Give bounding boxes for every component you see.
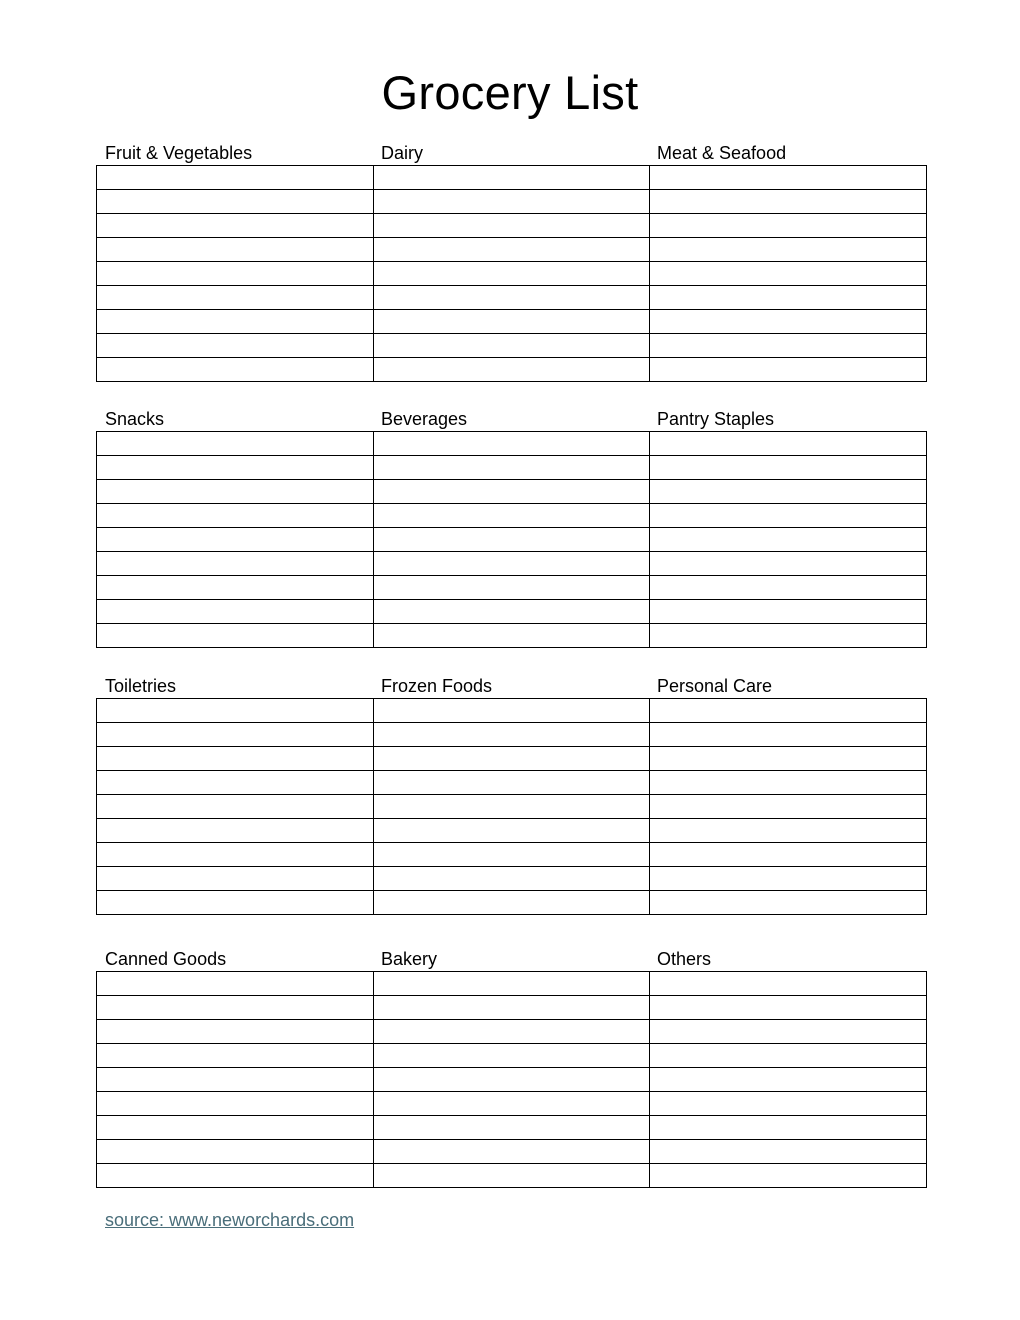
entry-cell[interactable]: [374, 723, 650, 747]
entry-cell[interactable]: [97, 819, 374, 843]
entry-cell[interactable]: [650, 456, 927, 480]
category-label: Canned Goods: [105, 949, 227, 969]
entry-cell[interactable]: [650, 795, 927, 819]
entry-cell[interactable]: [650, 1020, 927, 1044]
table-row: [97, 214, 927, 238]
entry-cell[interactable]: [97, 166, 374, 190]
entry-cell[interactable]: [650, 262, 927, 286]
table-row: [97, 771, 927, 795]
section-toiletries-frozen-personal: [96, 674, 924, 915]
table-row: [97, 456, 927, 480]
entry-cell[interactable]: [374, 1044, 650, 1068]
entry-cell[interactable]: [374, 843, 650, 867]
entry-cell[interactable]: [97, 286, 374, 310]
table-row: [97, 358, 927, 382]
entry-cell[interactable]: [374, 600, 650, 624]
entry-cell[interactable]: [374, 1164, 650, 1188]
table-row: [97, 867, 927, 891]
entry-cell[interactable]: [97, 214, 374, 238]
table-row: [97, 624, 927, 648]
entry-cell[interactable]: [650, 1068, 927, 1092]
section-fruit-dairy-meat: [96, 141, 924, 382]
entry-cell[interactable]: [374, 1092, 650, 1116]
entry-cell[interactable]: [97, 358, 374, 382]
entry-cell[interactable]: [650, 1164, 927, 1188]
entry-cell[interactable]: [374, 528, 650, 552]
table-row: [97, 334, 927, 358]
section-header: [96, 407, 924, 431]
table-row: [97, 723, 927, 747]
entry-cell[interactable]: [650, 190, 927, 214]
entry-cell[interactable]: [97, 771, 374, 795]
category-label: Pantry Staples: [657, 409, 775, 429]
entry-cell[interactable]: [650, 576, 927, 600]
table-row: [97, 310, 927, 334]
entry-cell[interactable]: [97, 795, 374, 819]
entry-cell[interactable]: [374, 1116, 650, 1140]
table-row: [97, 504, 927, 528]
table-row: [97, 1140, 927, 1164]
category-label: Others: [657, 949, 712, 969]
entry-cell[interactable]: [374, 576, 650, 600]
entry-cell[interactable]: [97, 432, 374, 456]
entry-cell[interactable]: [650, 504, 927, 528]
table-row: [97, 600, 927, 624]
entry-cell[interactable]: [97, 867, 374, 891]
entry-cell[interactable]: [97, 843, 374, 867]
entry-cell[interactable]: [650, 166, 927, 190]
entry-cell[interactable]: [374, 747, 650, 771]
category-label: Snacks: [105, 409, 165, 429]
entry-cell[interactable]: [374, 771, 650, 795]
category-label: Beverages: [381, 409, 468, 429]
entry-cell[interactable]: [97, 262, 374, 286]
category-label: Personal Care: [657, 676, 773, 696]
entry-cell[interactable]: [374, 795, 650, 819]
table-row: [97, 480, 927, 504]
entry-cell[interactable]: [97, 480, 374, 504]
list-grid: [96, 698, 927, 915]
entry-cell[interactable]: [97, 699, 374, 723]
entry-cell[interactable]: [650, 624, 927, 648]
entry-cell[interactable]: [97, 1116, 374, 1140]
entry-cell[interactable]: [374, 819, 650, 843]
entry-cell[interactable]: [650, 1092, 927, 1116]
entry-cell[interactable]: [374, 432, 650, 456]
table-row: [97, 819, 927, 843]
table-row: [97, 843, 927, 867]
entry-cell[interactable]: [374, 504, 650, 528]
entry-cell[interactable]: [650, 1140, 927, 1164]
entry-cell[interactable]: [97, 552, 374, 576]
entry-cell[interactable]: [374, 480, 650, 504]
category-label: Frozen Foods: [381, 676, 493, 696]
entry-cell[interactable]: [374, 286, 650, 310]
entry-cell[interactable]: [374, 1020, 650, 1044]
table-row: [97, 972, 927, 996]
entry-cell[interactable]: [650, 310, 927, 334]
entry-cell[interactable]: [97, 723, 374, 747]
entry-cell[interactable]: [97, 1092, 374, 1116]
list-grid: [96, 431, 927, 648]
entry-cell[interactable]: [97, 1164, 374, 1188]
entry-cell[interactable]: [374, 334, 650, 358]
entry-cell[interactable]: [374, 214, 650, 238]
table-row: [97, 795, 927, 819]
table-row: [97, 190, 927, 214]
entry-cell[interactable]: [650, 358, 927, 382]
entry-cell[interactable]: [97, 528, 374, 552]
table-row: [97, 891, 927, 915]
entry-cell[interactable]: [650, 1044, 927, 1068]
table-row: [97, 1164, 927, 1188]
entry-cell[interactable]: [374, 190, 650, 214]
entry-cell[interactable]: [650, 747, 927, 771]
entry-cell[interactable]: [650, 286, 927, 310]
entry-cell[interactable]: [374, 310, 650, 334]
entry-cell[interactable]: [374, 624, 650, 648]
entry-cell[interactable]: [97, 624, 374, 648]
entry-cell[interactable]: [97, 1140, 374, 1164]
list-grid: [96, 165, 927, 382]
table-row: [97, 747, 927, 771]
table-row: [97, 286, 927, 310]
entry-cell[interactable]: [97, 238, 374, 262]
source-link[interactable]: source: www.neworchards.com: [105, 1210, 355, 1230]
table-row: [97, 576, 927, 600]
entry-cell[interactable]: [650, 771, 927, 795]
entry-cell[interactable]: [97, 1068, 374, 1092]
entry-cell[interactable]: [97, 747, 374, 771]
entry-cell[interactable]: [97, 891, 374, 915]
entry-cell[interactable]: [97, 996, 374, 1020]
entry-cell[interactable]: [650, 699, 927, 723]
category-label: Bakery: [381, 949, 438, 969]
table-row: [97, 238, 927, 262]
entry-cell[interactable]: [650, 972, 927, 996]
entry-cell[interactable]: [97, 972, 374, 996]
entry-cell[interactable]: [650, 432, 927, 456]
entry-cell[interactable]: [650, 552, 927, 576]
table-row: [97, 699, 927, 723]
entry-cell[interactable]: [97, 334, 374, 358]
entry-cell[interactable]: [650, 819, 927, 843]
section-canned-bakery-others: [96, 947, 924, 1188]
table-row: [97, 432, 927, 456]
table-row: [97, 996, 927, 1020]
section-header: [96, 947, 924, 971]
table-row: [97, 1020, 927, 1044]
list-grid: [96, 971, 927, 1188]
table-row: [97, 552, 927, 576]
category-label: Toiletries: [105, 676, 177, 696]
table-row: [97, 262, 927, 286]
entry-cell[interactable]: [650, 1116, 927, 1140]
entry-cell[interactable]: [650, 843, 927, 867]
entry-cell[interactable]: [374, 699, 650, 723]
entry-cell[interactable]: [650, 891, 927, 915]
entry-cell[interactable]: [374, 552, 650, 576]
entry-cell[interactable]: [374, 238, 650, 262]
entry-cell[interactable]: [650, 867, 927, 891]
entry-cell[interactable]: [650, 334, 927, 358]
table-row: [97, 1092, 927, 1116]
entry-cell[interactable]: [374, 262, 650, 286]
table-row: [97, 1068, 927, 1092]
table-row: [97, 166, 927, 190]
page-title: Grocery List: [381, 66, 639, 119]
entry-cell[interactable]: [97, 310, 374, 334]
entry-cell[interactable]: [650, 214, 927, 238]
entry-cell[interactable]: [374, 996, 650, 1020]
entry-cell[interactable]: [97, 504, 374, 528]
entry-cell[interactable]: [97, 190, 374, 214]
entry-cell[interactable]: [650, 528, 927, 552]
entry-cell[interactable]: [97, 1020, 374, 1044]
section-header: [96, 674, 924, 698]
section-header: [96, 141, 924, 165]
entry-cell[interactable]: [97, 1044, 374, 1068]
entry-cell[interactable]: [650, 600, 927, 624]
entry-cell[interactable]: [374, 1068, 650, 1092]
table-row: [97, 1044, 927, 1068]
category-label: Meat & Seafood: [657, 143, 787, 163]
entry-cell[interactable]: [374, 166, 650, 190]
entry-cell[interactable]: [97, 576, 374, 600]
entry-cell[interactable]: [650, 996, 927, 1020]
table-row: [97, 528, 927, 552]
entry-cell[interactable]: [650, 480, 927, 504]
entry-cell[interactable]: [97, 600, 374, 624]
entry-cell[interactable]: [374, 867, 650, 891]
category-label: Fruit & Vegetables: [105, 143, 253, 163]
entry-cell[interactable]: [650, 723, 927, 747]
table-row: [97, 1116, 927, 1140]
entry-cell[interactable]: [374, 456, 650, 480]
entry-cell[interactable]: [374, 891, 650, 915]
entry-cell[interactable]: [374, 1140, 650, 1164]
category-label: Dairy: [381, 143, 424, 163]
section-snacks-beverages-pantry: [96, 407, 924, 648]
entry-cell[interactable]: [374, 972, 650, 996]
entry-cell[interactable]: [650, 238, 927, 262]
entry-cell[interactable]: [97, 456, 374, 480]
entry-cell[interactable]: [374, 358, 650, 382]
